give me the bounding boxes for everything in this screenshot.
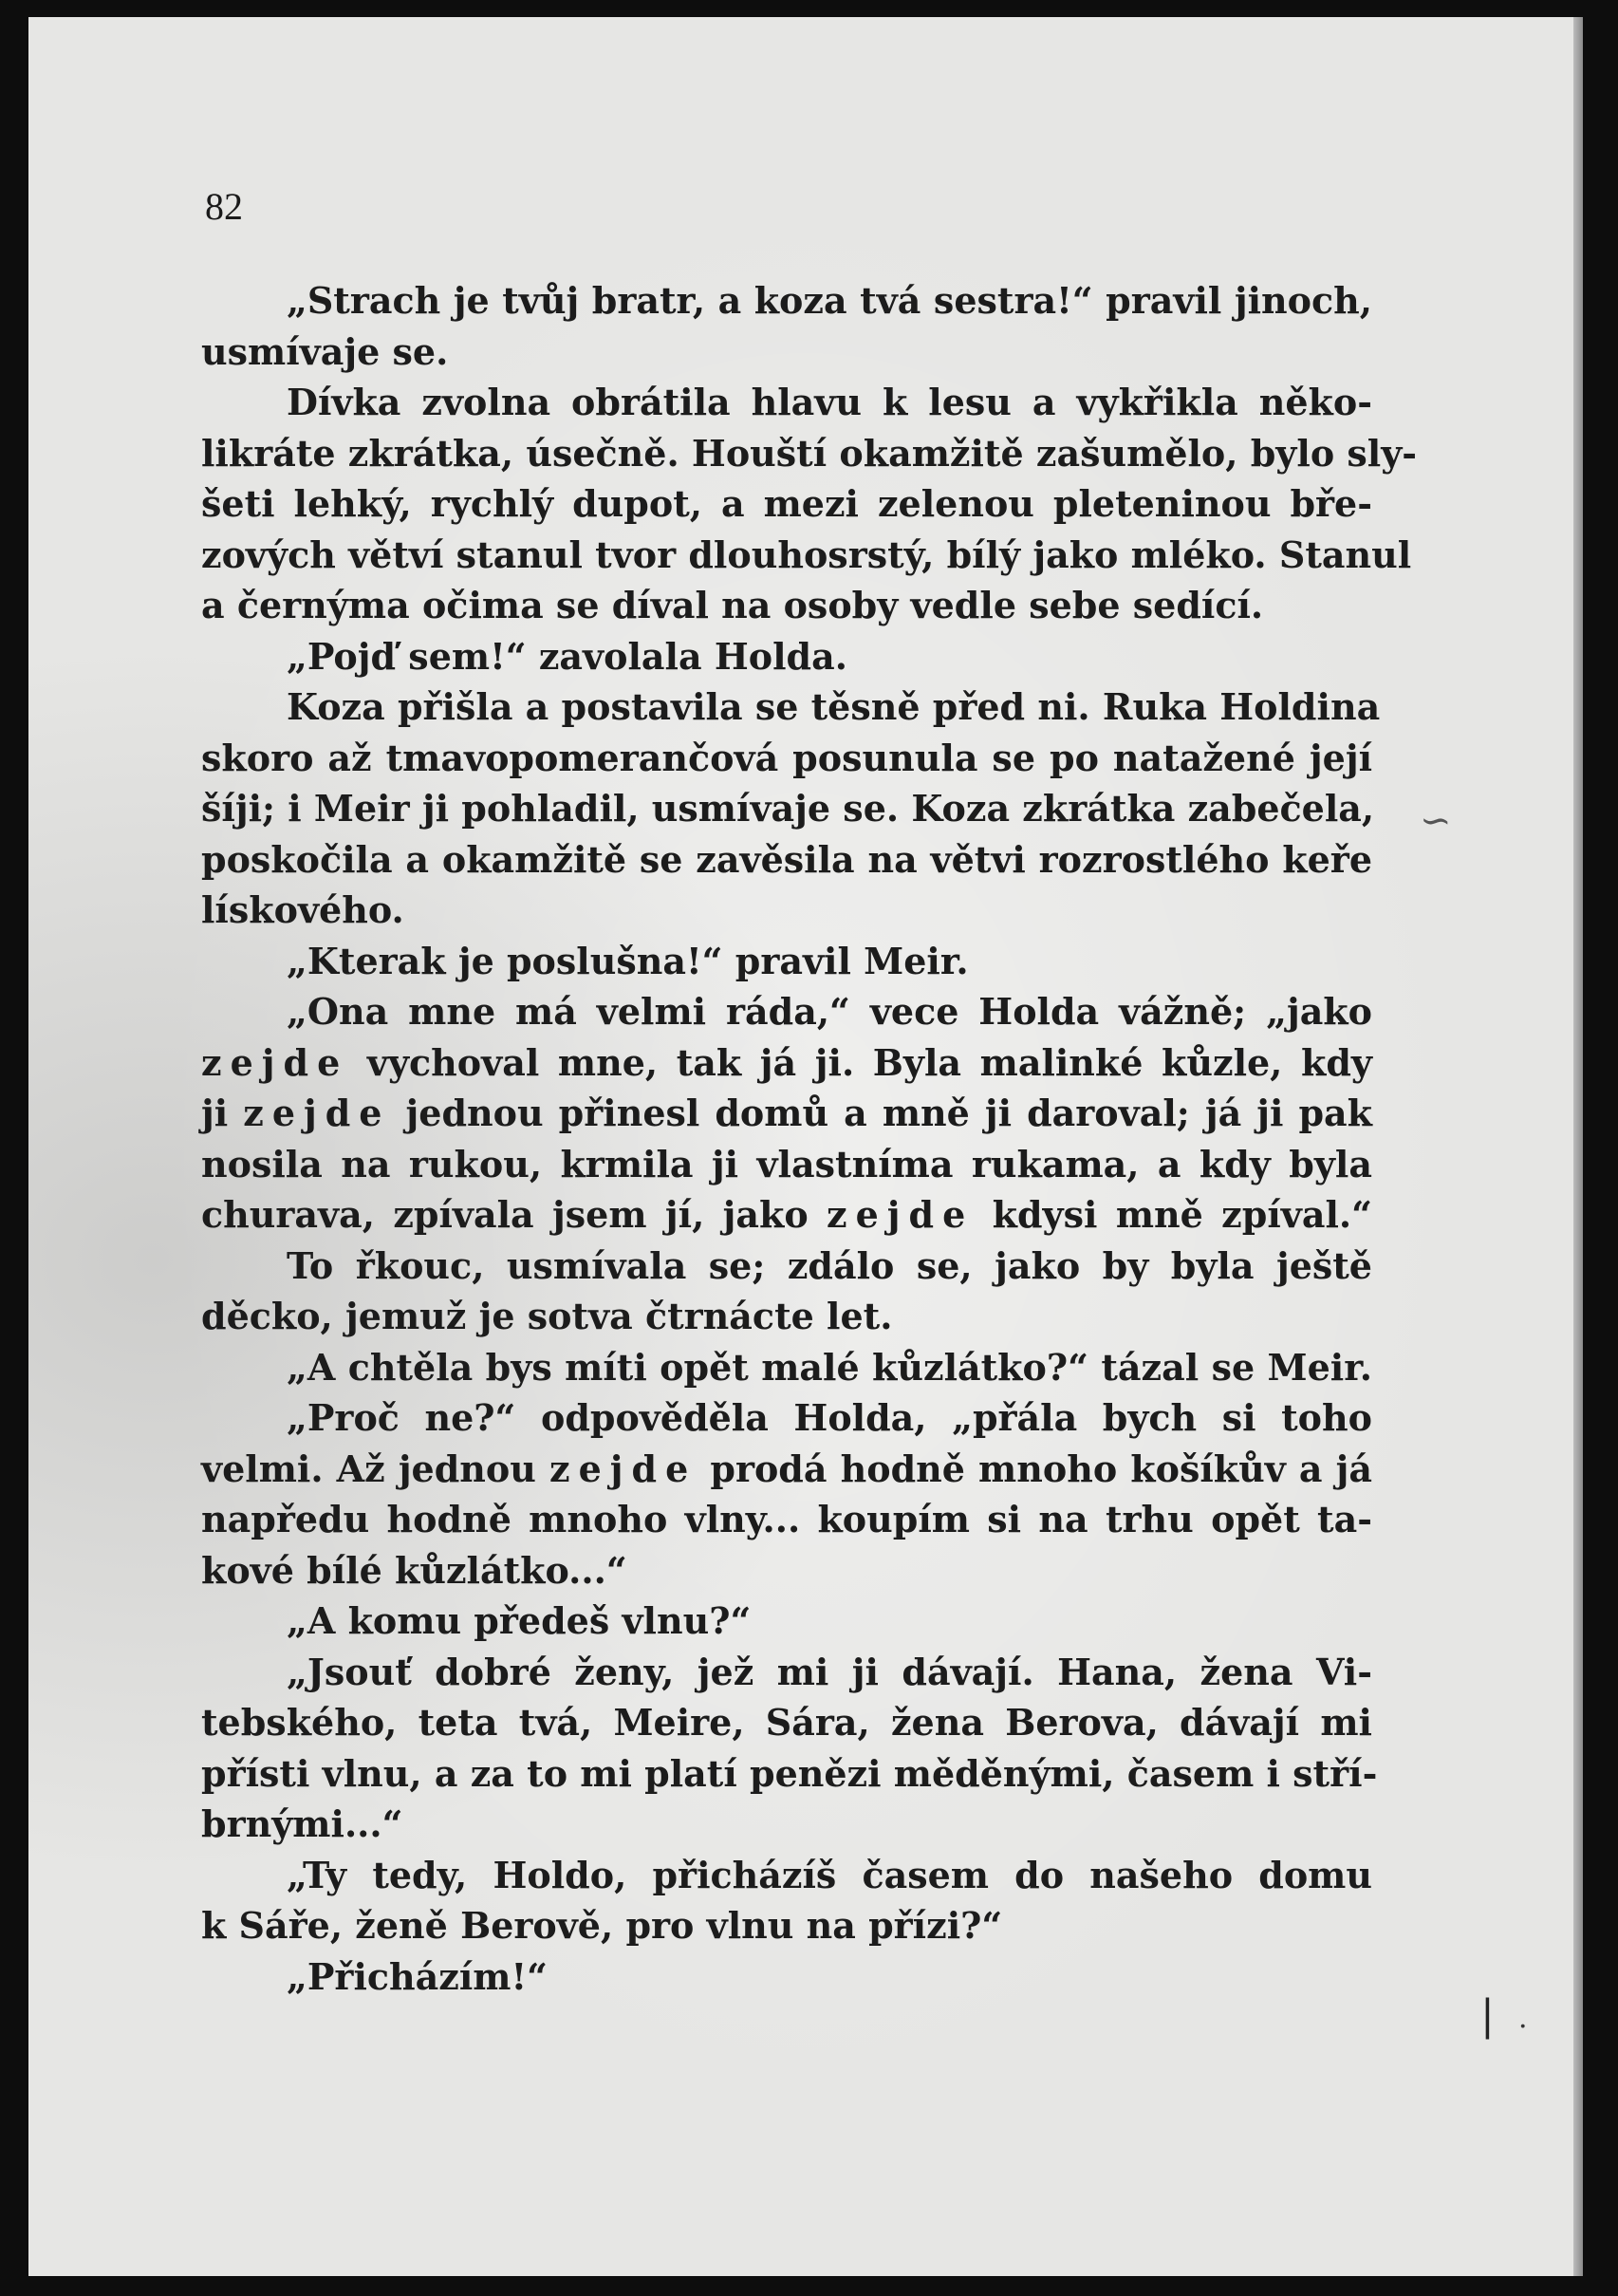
text-line bbox=[201, 377, 1372, 428]
text-line bbox=[201, 428, 1418, 479]
text-line bbox=[201, 1697, 1372, 1748]
text-run: ji bbox=[201, 1092, 244, 1134]
text-run: Koza přišla a postavila se těsně před ni. Ruka Holdina bbox=[287, 685, 1381, 728]
text-line bbox=[201, 1037, 1372, 1089]
text-line bbox=[201, 1291, 1372, 1342]
spaced-name: zejde bbox=[201, 1040, 349, 1084]
text-line bbox=[201, 986, 1372, 1037]
text-line bbox=[201, 1494, 1372, 1545]
text-run: „Ty tedy, Holdo, přicházíš časem do našeho domu bbox=[287, 1853, 1372, 1896]
text-run: „Ona mne má velmi ráda,“ vece Holda vážně; „jako bbox=[287, 990, 1372, 1033]
text-run: vychoval mne, tak já ji. Byla malinké kůzle, kdy bbox=[348, 1040, 1372, 1084]
text-run: tebského, teta tvá, Meire, Sára, žena Berova, dávají mi bbox=[201, 1701, 1372, 1744]
text-line bbox=[201, 1748, 1378, 1800]
text-line bbox=[201, 1189, 1372, 1241]
text-run: prodá hodně mnoho košíkův a já bbox=[697, 1447, 1373, 1490]
text-line bbox=[201, 885, 1372, 936]
spaced-name: zejde bbox=[549, 1447, 697, 1490]
text-line bbox=[201, 1241, 1372, 1292]
body-text bbox=[201, 275, 1418, 2002]
text-line bbox=[201, 783, 1375, 834]
text-line bbox=[201, 1545, 1372, 1596]
text-line bbox=[201, 275, 1372, 327]
text-run: kové bílé kůzlátko...“ bbox=[201, 1548, 627, 1592]
text-line bbox=[201, 580, 1372, 631]
text-run: To řkouc, usmívala se; zdálo se, jako by byla ještě bbox=[287, 1243, 1372, 1287]
text-run: jednou přinesl domů a mně ji daroval; já ji pak bbox=[390, 1092, 1372, 1134]
text-line bbox=[201, 1951, 1372, 2003]
text-run: „A komu předeš vlnu?“ bbox=[287, 1599, 752, 1642]
text-run: „Jsouť dobré ženy, jež mi ji dávají. Hana, žena Vi- bbox=[287, 1650, 1372, 1693]
text-line bbox=[201, 1088, 1372, 1139]
text-run: přísti vlnu, a za to mi platí penězi měděnými, časem i stří- bbox=[201, 1751, 1378, 1795]
text-line bbox=[201, 936, 1372, 987]
text-line bbox=[201, 327, 1372, 378]
text-run: „Strach je tvůj bratr, a koza tvá sestra!“ pravil jinoch, bbox=[287, 279, 1372, 322]
text-run: děcko, jemuž je sotva čtrnácte let. bbox=[201, 1295, 893, 1337]
text-line bbox=[201, 1799, 1372, 1850]
spaced-name: zejde bbox=[827, 1193, 975, 1236]
text-run: a černýma očima se díval na osoby vedle sebe sedící. bbox=[201, 584, 1264, 626]
text-line bbox=[201, 1596, 1372, 1647]
text-line bbox=[201, 1444, 1372, 1495]
text-run: „A chtěla bys míti opět malé kůzlátko?“ tázal se Meir. bbox=[287, 1345, 1372, 1389]
text-run: napředu hodně mnoho vlny... koupím si na trhu opět ta- bbox=[201, 1498, 1372, 1540]
text-run: šíji; i Meir ji pohladil, usmívaje se. Koza zkrátka zabečela, bbox=[201, 787, 1375, 830]
text-line bbox=[201, 1647, 1372, 1698]
text-run: zových větví stanul tvor dlouhosrstý, bílý jako mléko. Stanul bbox=[201, 532, 1412, 576]
text-run: nosila na rukou, krmila ji vlastníma rukama, a kdy byla bbox=[201, 1142, 1372, 1185]
text-line bbox=[201, 1139, 1372, 1190]
text-run: lískového. bbox=[201, 888, 404, 931]
text-line bbox=[201, 530, 1412, 581]
text-line bbox=[201, 631, 1372, 682]
text-run: velmi. Až jednou bbox=[201, 1447, 550, 1490]
text-line bbox=[201, 478, 1372, 530]
text-run: „Proč ne?“ odpověděla Holda, „přála bych si toho bbox=[287, 1396, 1372, 1439]
scan-mark-tick: | bbox=[1480, 1991, 1495, 2040]
book-page bbox=[28, 17, 1583, 2276]
text-run: Dívka zvolna obrátila hlavu k lesu a vykřikla něko- bbox=[287, 381, 1372, 423]
text-line bbox=[201, 834, 1372, 886]
text-run: „Přicházím!“ bbox=[287, 1954, 549, 1998]
scan-mark-dot: · bbox=[1518, 2010, 1528, 2044]
text-run: „Kterak je poslušna!“ pravil Meir. bbox=[287, 939, 969, 982]
text-line bbox=[201, 681, 1381, 733]
text-run: brnými...“ bbox=[201, 1802, 403, 1845]
text-line bbox=[201, 1850, 1372, 1901]
text-line bbox=[201, 1392, 1372, 1444]
page-edge-shadow bbox=[1573, 17, 1583, 2276]
text-line bbox=[201, 1900, 1372, 1951]
text-run: usmívaje se. bbox=[201, 329, 449, 373]
text-run: skoro až tmavopomerančová posunula se po natažené její bbox=[201, 736, 1372, 779]
text-run: poskočila a okamžitě se zavěsila na větvi rozrostlého keře bbox=[201, 837, 1372, 881]
text-run: k Sáře, ženě Berově, pro vlnu na přízi?“ bbox=[201, 1904, 1003, 1947]
spaced-name: zejde bbox=[243, 1092, 391, 1134]
text-run: churava, zpívala jsem jí, jako bbox=[201, 1193, 828, 1236]
text-run: „Pojď sem!“ zavolala Holda. bbox=[287, 634, 847, 678]
text-run: kdysi mně zpíval.“ bbox=[974, 1193, 1372, 1236]
page-number: 82 bbox=[205, 185, 243, 228]
text-line bbox=[201, 733, 1372, 784]
text-run: likráte zkrátka, úsečně. Houští okamžitě zašumělo, bylo sly- bbox=[201, 431, 1418, 475]
scan-mark-squiggle: ∽ bbox=[1420, 799, 1452, 843]
text-run: šeti lehký, rychlý dupot, a mezi zelenou pleteninou bře- bbox=[201, 482, 1372, 525]
text-line bbox=[201, 1342, 1372, 1393]
